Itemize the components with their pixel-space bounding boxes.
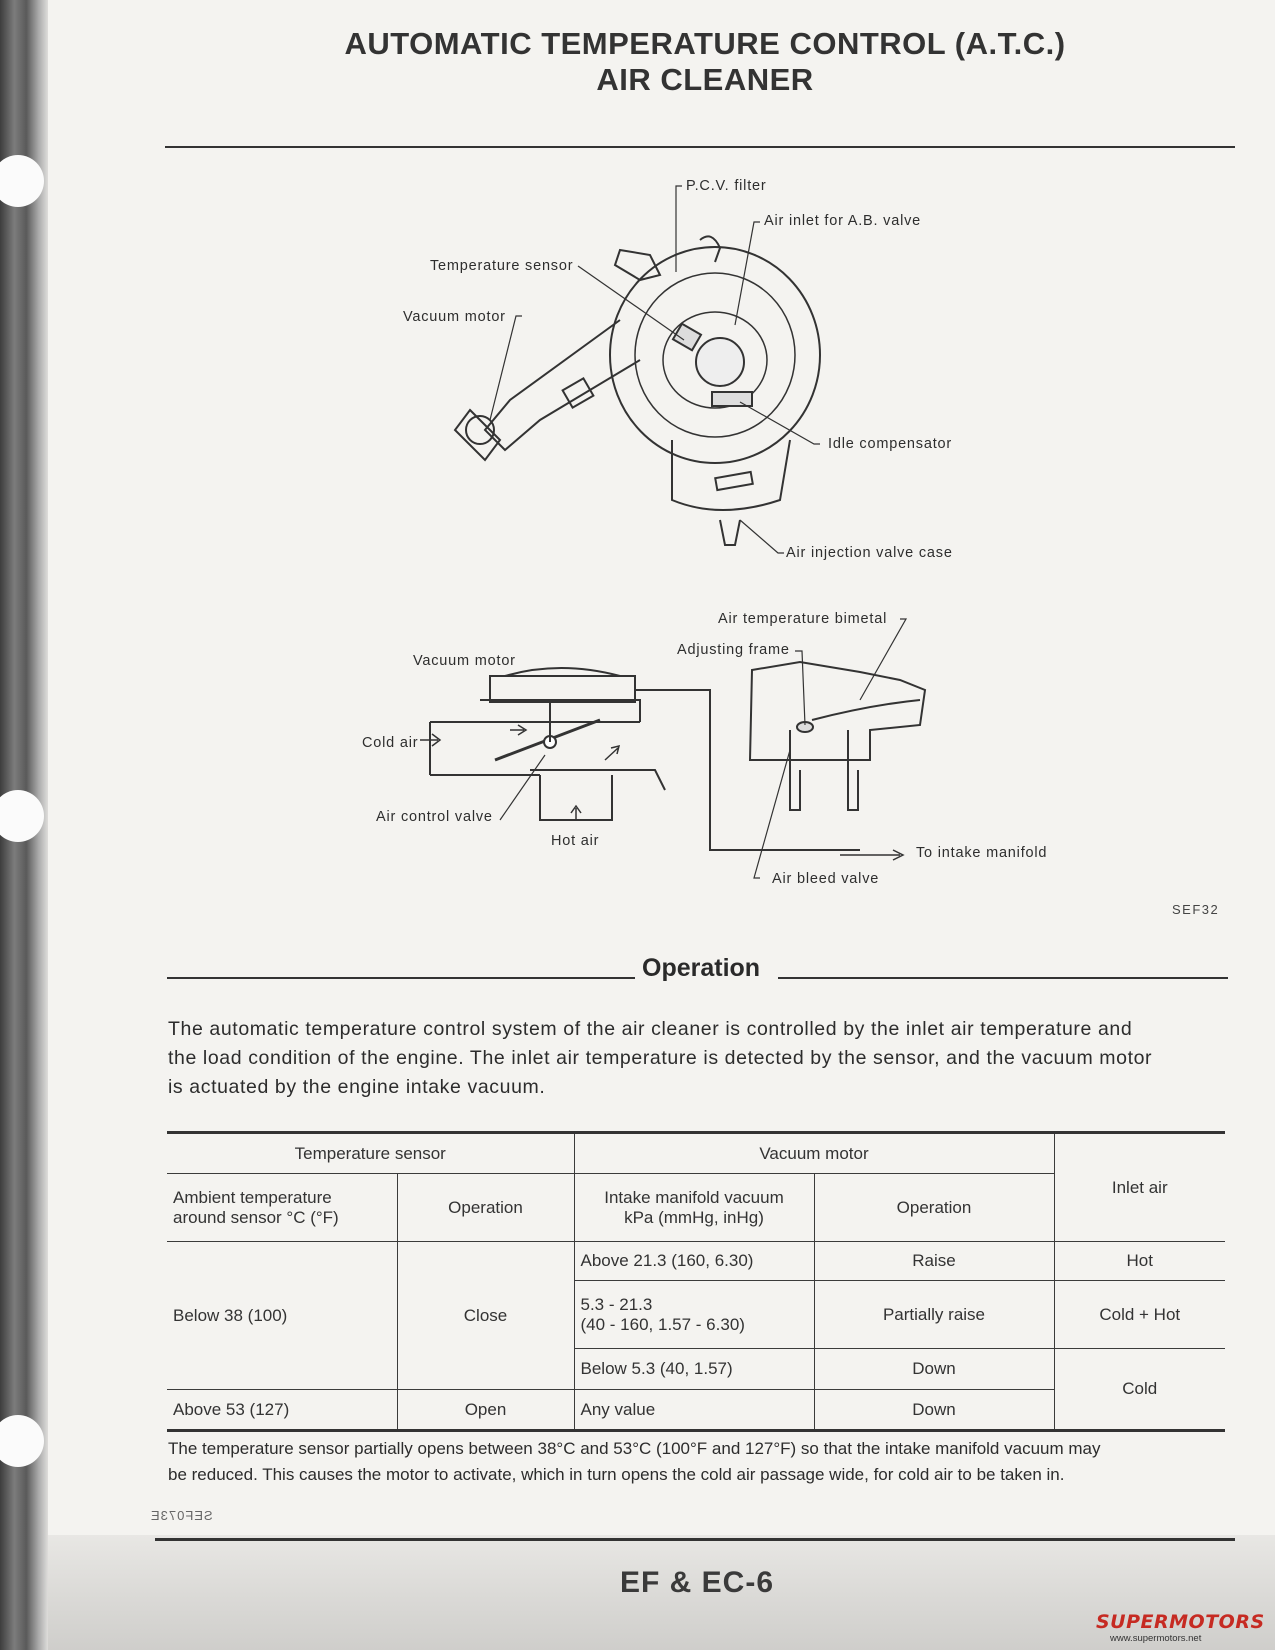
para-line: is actuated by the engine intake vacuum. (168, 1076, 546, 1098)
page-title-line1: AUTOMATIC TEMPERATURE CONTROL (A.T.C.) (344, 26, 1066, 61)
operation-rule-right (778, 977, 1228, 979)
label-adjusting-frame: Adjusting frame (677, 642, 790, 658)
mirrored-stamp: SEF073E (150, 1508, 213, 1523)
label-cold-air: Cold air (362, 735, 419, 751)
supermotors-watermark (1096, 1611, 1268, 1645)
cell-motor-op: Down (814, 1349, 1054, 1390)
header-vacuum-line1: Intake manifold vacuum (604, 1187, 784, 1207)
section-heading: Operation (642, 954, 761, 982)
cell-ambient-above53: Above 53 (127) (167, 1390, 397, 1431)
cell-motor-op: Down (814, 1390, 1054, 1431)
header-sensor-operation: Operation (397, 1174, 574, 1242)
note-line: The temperature sensor partially opens between 38°C and 53°C (100°F and 127°F) so that the intake manifold vacuum may (168, 1439, 1101, 1458)
cell-vacuum-line2: (40 - 160, 1.57 - 6.30) (580, 1314, 745, 1334)
table-note (168, 1436, 1226, 1488)
figure-code: SEF32 (1172, 902, 1220, 917)
note-line: be reduced. This causes the motor to activate, which in turn opens the cold air passage wide, for cold air to be taken in. (168, 1465, 1065, 1484)
operation-table (167, 1131, 1225, 1432)
cell-vacuum: Below 5.3 (40, 1.57) (574, 1349, 814, 1390)
cell-vacuum (574, 1281, 814, 1349)
label-air-injection-case: Air injection valve case (786, 545, 953, 561)
header-intake-vacuum (574, 1174, 814, 1242)
watermark-url: www.supermotors.net (1110, 1633, 1202, 1644)
para-line: The automatic temperature control system of the air cleaner is controlled by the inlet air temperature and (168, 1018, 1133, 1040)
page-title-line2: AIR CLEANER (596, 62, 814, 97)
header-ambient-line1: Ambient temperature (173, 1187, 332, 1207)
cell-ambient-below38: Below 38 (100) (167, 1242, 397, 1390)
cell-motor-op: Raise (814, 1242, 1054, 1281)
label-pcv-filter: P.C.V. filter (686, 178, 767, 194)
cell-sensor-close: Close (397, 1242, 574, 1390)
label-bimetal: Air temperature bimetal (718, 611, 888, 627)
operation-rule-left (167, 977, 635, 979)
cell-vacuum: Above 21.3 (160, 6.30) (574, 1242, 814, 1281)
label-temperature-sensor: Temperature sensor (430, 258, 574, 274)
header-motor-operation: Operation (814, 1174, 1054, 1242)
header-temperature-sensor: Temperature sensor (167, 1133, 574, 1174)
operation-paragraph (168, 1015, 1228, 1102)
header-ambient-line2: around sensor °C (°F) (173, 1207, 339, 1227)
cell-inlet-cold: Cold (1054, 1349, 1225, 1431)
label-vacuum-motor-bottom: Vacuum motor (413, 653, 516, 669)
cell-motor-op: Partially raise (814, 1281, 1054, 1349)
label-intake-manifold: To intake manifold (916, 845, 1048, 861)
header-inlet-air: Inlet air (1054, 1133, 1225, 1242)
label-air-inlet: Air inlet for A.B. valve (764, 213, 922, 229)
footer-rule (155, 1538, 1235, 1541)
cell-vacuum: Any value (574, 1390, 814, 1431)
label-hot-air: Hot air (551, 833, 600, 849)
cell-sensor-open: Open (397, 1390, 574, 1431)
header-ambient-temperature (167, 1174, 397, 1242)
para-line: the load condition of the engine. The inlet air temperature is detected by the sensor, and the vacuum motor (168, 1047, 1153, 1069)
label-air-control-valve: Air control valve (376, 809, 493, 825)
cell-inlet: Cold + Hot (1054, 1281, 1225, 1349)
header-vacuum-line2: kPa (mmHg, inHg) (624, 1207, 764, 1227)
cell-vacuum-line1: 5.3 - 21.3 (580, 1294, 653, 1314)
header-vacuum-motor: Vacuum motor (574, 1133, 1054, 1174)
cell-inlet: Hot (1054, 1242, 1225, 1281)
label-idle-compensator: Idle compensator (828, 436, 953, 452)
page-number: EF & EC-6 (620, 1566, 775, 1599)
label-air-bleed-valve: Air bleed valve (772, 871, 880, 887)
watermark-name: SUPERMOTORS (1096, 1611, 1265, 1633)
label-vacuum-motor-top: Vacuum motor (403, 309, 506, 325)
